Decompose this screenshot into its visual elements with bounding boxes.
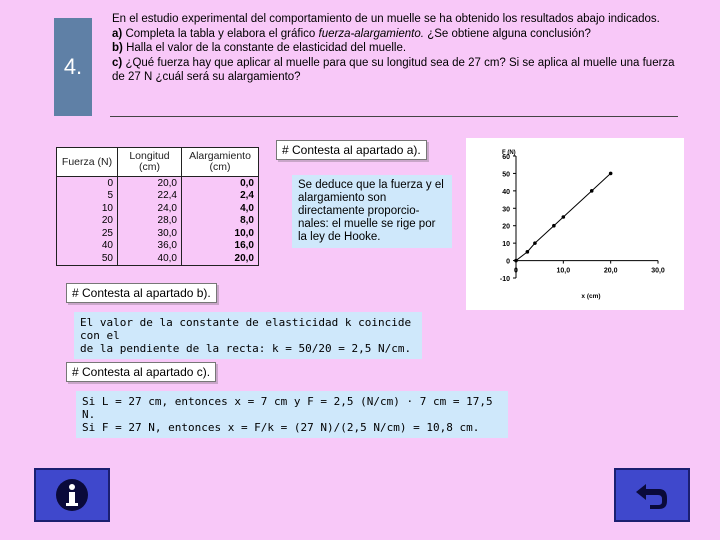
x-tick-label: 10,0 bbox=[556, 267, 571, 275]
cell-elongation: 2,4 bbox=[182, 190, 259, 203]
table-row bbox=[57, 177, 259, 190]
data-point bbox=[562, 215, 566, 219]
question-a bbox=[112, 27, 680, 42]
y-axis-title: F (N) bbox=[502, 150, 516, 156]
cell-force: 40 bbox=[57, 240, 118, 253]
answer-c-heading: # Contesta al apartado c). bbox=[66, 362, 216, 382]
data-point bbox=[590, 189, 594, 193]
chart-svg bbox=[466, 138, 684, 310]
answer-c-box bbox=[76, 391, 508, 438]
x-axis-title: x (cm) bbox=[581, 293, 601, 300]
question-a-label: a) bbox=[112, 27, 123, 40]
cell-elongation: 10,0 bbox=[182, 227, 259, 240]
cell-elongation: 16,0 bbox=[182, 240, 259, 253]
data-point bbox=[514, 259, 518, 263]
table-row bbox=[57, 202, 259, 215]
return-arrow-icon bbox=[632, 478, 672, 512]
y-tick-label: 20 bbox=[502, 223, 510, 231]
cell-force: 0 bbox=[57, 177, 118, 190]
table-row bbox=[57, 240, 259, 253]
data-point bbox=[533, 241, 537, 245]
cell-length: 24,0 bbox=[118, 202, 182, 215]
problem-number-badge bbox=[54, 18, 92, 116]
answer-a-heading: # Contesta al apartado a). bbox=[276, 140, 427, 160]
cell-length: 30,0 bbox=[118, 227, 182, 240]
y-tick-label: 30 bbox=[502, 206, 510, 214]
table-row bbox=[57, 227, 259, 240]
y-tick-label: 40 bbox=[502, 188, 510, 196]
cell-length: 36,0 bbox=[118, 240, 182, 253]
x-tick-label: 30,0 bbox=[651, 267, 665, 275]
cell-elongation: 0,0 bbox=[182, 177, 259, 190]
header-elongation: Alargamiento (cm) bbox=[182, 148, 259, 177]
data-point bbox=[609, 172, 613, 176]
question-a-text: Completa la tabla y elabora el gráfico bbox=[125, 27, 316, 40]
answer-b-line-2: de la pendiente de la recta: k = 50/20 = 2,5 N/cm. bbox=[80, 342, 412, 355]
cell-force: 10 bbox=[57, 202, 118, 215]
answer-b-line-1: El valor de la constante de elasticidad k coincide con el bbox=[80, 316, 412, 342]
problem-intro: En el estudio experimental del comportamiento de un muelle se ha obtenido los resultados abajo indicados. bbox=[112, 13, 660, 25]
table-row bbox=[57, 215, 259, 228]
answer-a-box: Se deduce que la fuerza y el alargamiento son directamente proporcio-nales: el muelle se rige por la ley de Hooke. bbox=[292, 175, 452, 248]
header-length: Longitud (cm) bbox=[118, 148, 182, 177]
y-tick-label: 0 bbox=[506, 258, 510, 266]
cell-force: 20 bbox=[57, 215, 118, 228]
return-button[interactable] bbox=[614, 468, 690, 522]
y-tick-label: 10 bbox=[502, 241, 510, 249]
answer-c-line-1: Si L = 27 cm, entonces x = 7 cm y F = 2,5 (N/cm) · 7 cm = 17,5 N. bbox=[82, 395, 493, 421]
question-c-label: c) bbox=[112, 56, 123, 69]
question-b bbox=[112, 41, 680, 56]
question-b-label: b) bbox=[112, 42, 123, 55]
cell-elongation: 8,0 bbox=[182, 215, 259, 228]
answer-b-heading: # Contesta al apartado b). bbox=[66, 283, 217, 303]
problem-number: 4. bbox=[63, 54, 83, 79]
data-point bbox=[526, 250, 530, 254]
cell-force: 25 bbox=[57, 227, 118, 240]
question-a-emphasis: fuerza-alargamiento. bbox=[318, 27, 424, 40]
table-row bbox=[57, 190, 259, 203]
problem-statement bbox=[112, 12, 680, 85]
x-tick-label: 0 bbox=[514, 267, 518, 275]
data-point bbox=[552, 224, 556, 228]
info-button[interactable] bbox=[34, 468, 110, 522]
question-c-text: ¿Qué fuerza hay que aplicar al muelle para que su longitud sea de 27 cm? Si se aplica al muelle una fuerza de 27 N ¿cuál será su alargamiento? bbox=[112, 56, 675, 84]
cell-length: 40,0 bbox=[118, 252, 182, 265]
data-table bbox=[56, 147, 259, 266]
info-icon bbox=[54, 477, 90, 513]
cell-elongation: 4,0 bbox=[182, 202, 259, 215]
cell-length: 20,0 bbox=[118, 177, 182, 190]
cell-elongation: 20,0 bbox=[182, 252, 259, 265]
divider bbox=[110, 116, 678, 117]
y-tick-label: 60 bbox=[502, 154, 510, 161]
x-tick-label: 20,0 bbox=[603, 267, 618, 275]
question-c bbox=[112, 56, 680, 85]
force-elongation-chart bbox=[466, 138, 684, 310]
cell-length: 22,4 bbox=[118, 190, 182, 203]
question-a-conclusion: ¿Se obtiene alguna conclusión? bbox=[427, 27, 591, 40]
answer-b-box bbox=[74, 312, 422, 359]
table-row bbox=[57, 252, 259, 265]
answer-c-line-2: Si F = 27 N, entonces x = F/k = (27 N)/(2,5 N/cm) = 10,8 cm. bbox=[82, 421, 480, 434]
header-force: Fuerza (N) bbox=[57, 148, 118, 177]
question-b-text: Halla el valor de la constante de elasticidad del muelle. bbox=[126, 42, 407, 55]
y-tick-label: 50 bbox=[502, 171, 510, 179]
cell-force: 5 bbox=[57, 190, 118, 203]
cell-force: 50 bbox=[57, 252, 118, 265]
y-tick-label: -10 bbox=[499, 276, 510, 283]
table-header-row bbox=[57, 148, 259, 177]
cell-length: 28,0 bbox=[118, 215, 182, 228]
